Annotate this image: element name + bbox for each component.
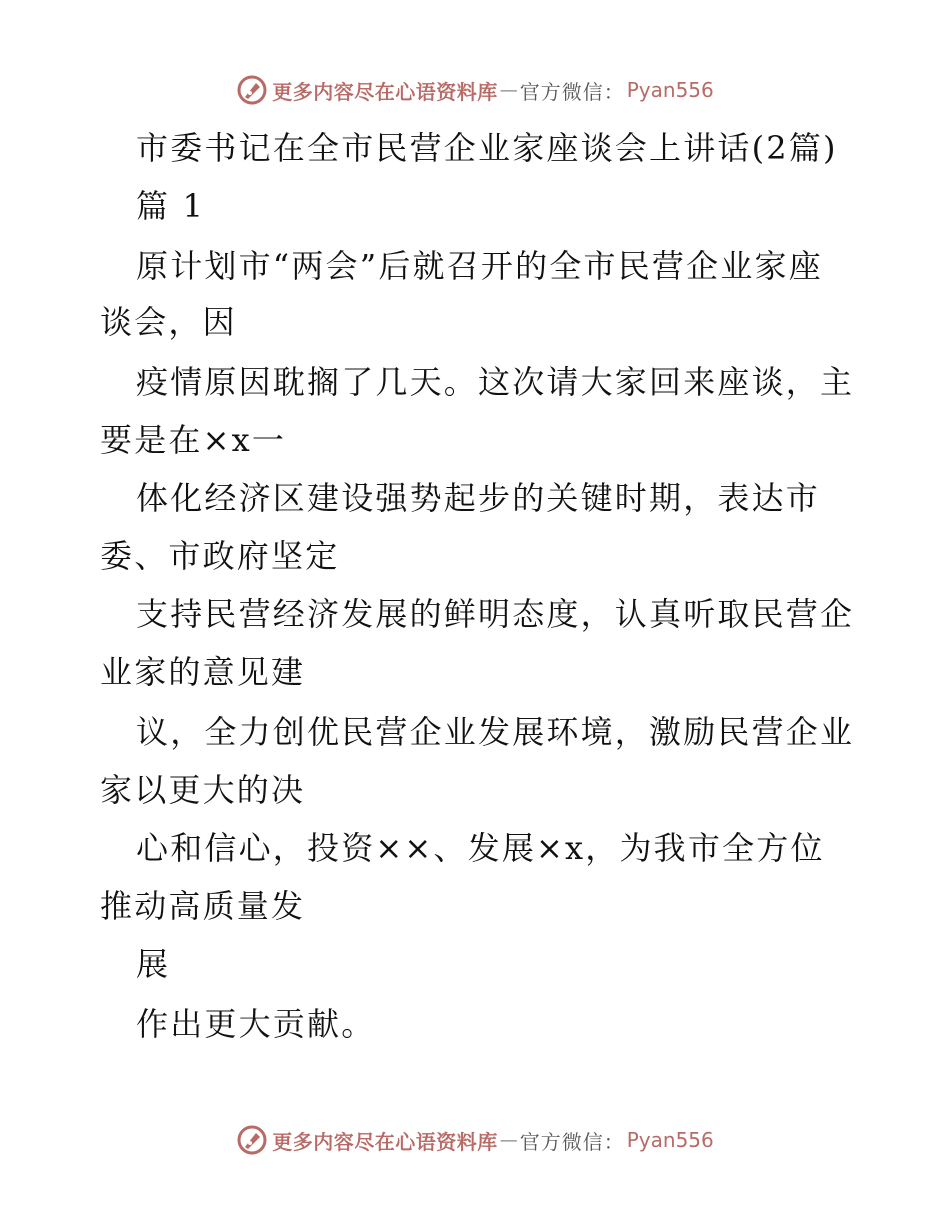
pen-nib-logo-icon bbox=[236, 1124, 268, 1156]
paragraph-line: 推动高质量发 bbox=[100, 887, 306, 925]
watermark-dash: — bbox=[499, 1129, 518, 1151]
paragraph-line: 委、市政府坚定 bbox=[100, 537, 340, 575]
paragraph-line: 心和信心，投资××、发展×x，为我市全方位 bbox=[136, 829, 825, 867]
paragraph-line: 展 bbox=[136, 945, 171, 983]
paragraph-line: 要是在×x一 bbox=[100, 421, 287, 459]
watermark-banner-top bbox=[0, 72, 950, 108]
watermark-brand: 更多内容尽在心语资料库 bbox=[272, 79, 498, 104]
watermark-official: 官方微信： bbox=[519, 79, 625, 104]
paragraph-line: 支持民营经济发展的鲜明态度，认真听取民营企 bbox=[136, 595, 855, 633]
watermark-wechat-id: Pyan556 bbox=[626, 78, 714, 102]
paragraph-line: 业家的意见建 bbox=[100, 653, 306, 691]
watermark-brand: 更多内容尽在心语资料库 bbox=[272, 1129, 498, 1154]
watermark-wechat-id: Pyan556 bbox=[626, 1128, 714, 1152]
watermark-banner-bottom bbox=[0, 1122, 950, 1158]
paragraph-line: 体化经济区建设强势起步的关键时期，表达市 bbox=[136, 479, 821, 517]
section-heading: 篇 1 bbox=[136, 187, 206, 225]
paragraph-line: 议，全力创优民营企业发展环境，激励民营企业 bbox=[136, 713, 855, 751]
document-title: 市委书记在全市民营企业家座谈会上讲话(2篇) bbox=[136, 129, 838, 167]
paragraph-line: 家以更大的决 bbox=[100, 771, 306, 809]
pen-nib-logo-icon bbox=[236, 74, 268, 106]
paragraph-line: 作出更大贡献。 bbox=[136, 1005, 376, 1043]
paragraph-line: 谈会，因 bbox=[100, 303, 237, 341]
watermark-dash: — bbox=[499, 79, 518, 101]
paragraph-line: 疫情原因耽搁了几天。这次请大家回来座谈，主 bbox=[136, 363, 855, 401]
watermark-official: 官方微信： bbox=[519, 1129, 625, 1154]
paragraph-line: 原计划市“两会”后就召开的全市民营企业家座 bbox=[136, 247, 823, 285]
